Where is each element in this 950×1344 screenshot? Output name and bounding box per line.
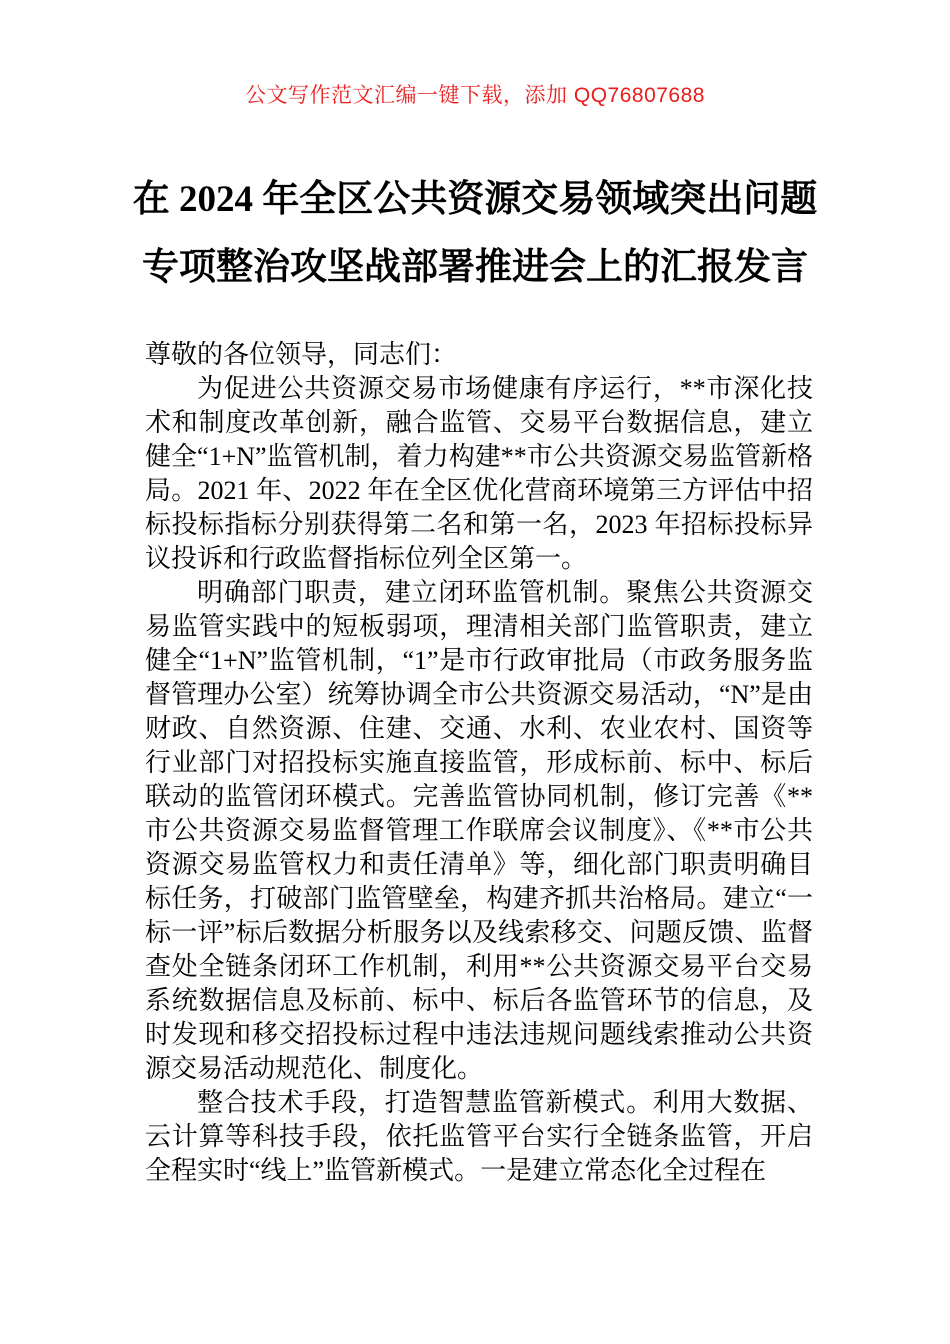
paragraph-1: 为促进公共资源交易市场健康有序运行，**市深化技术和制度改革创新，融合监管、交易平台数据信息，建立健全“1+N”监管机制，着力构建**市公共资源交易监管新格局。2021 年、2022 年在全区优化营商环境第三方评估中招标投标指标分别获得第二名和第一名，2023 年招标投标异议投诉和行政监督指标位列全区第一。 xyxy=(145,374,813,573)
title-line-1: 在 2024 年全区公共资源交易领域突出问题 xyxy=(132,179,818,220)
paragraph-3: 整合技术手段，打造智慧监管新模式。利用大数据、云计算等科技手段，依托监管平台实行全链条监管，开启全程实时“线上”监管新模式。一是建立常态化全过程在 xyxy=(145,1088,813,1185)
paragraph-2: 明确部门职责，建立闭环监管机制。聚焦公共资源交易监管实践中的短板弱项，理清相关部门监管职责，建立健全“1+N”监管机制，“1”是市行政审批局（市政务服务监督管理办公室）统筹协调全市公共资源交易活动，“N”是由财政、自然资源、住建、交通、水利、农业农村、国资等行业部门对招投标实施直接监管，形成标前、标中、标后联动的监管闭环模式。完善监管协同机制，修订完善《**市公共资源交易监督管理工作联席会议制度》、《**市公共资源交易监管权力和责任清单》等，细化部门职责明确目标任务，打破部门监管壁垒，构建齐抓共治格局。建立“一标一评”标后数据分析服务以及线索移交、问题反馈、监督查处全链条闭环工作机制，利用**公共资源交易平台交易系统数据信息及标前、标中、标后各监管环节的信息，及时发现和移交招投标过程中违法违规问题线索推动公共资源交易活动规范化、制度化。 xyxy=(145,578,813,1083)
document-body xyxy=(145,338,813,1188)
promo-banner: 公文写作范文汇编一键下载，添加 QQ76807688 xyxy=(245,84,705,107)
salutation: 尊敬的各位领导，同志们： xyxy=(145,340,458,369)
title-line-2: 专项整治攻坚战部署推进会上的汇报发言 xyxy=(142,247,808,288)
document-title xyxy=(130,166,820,302)
